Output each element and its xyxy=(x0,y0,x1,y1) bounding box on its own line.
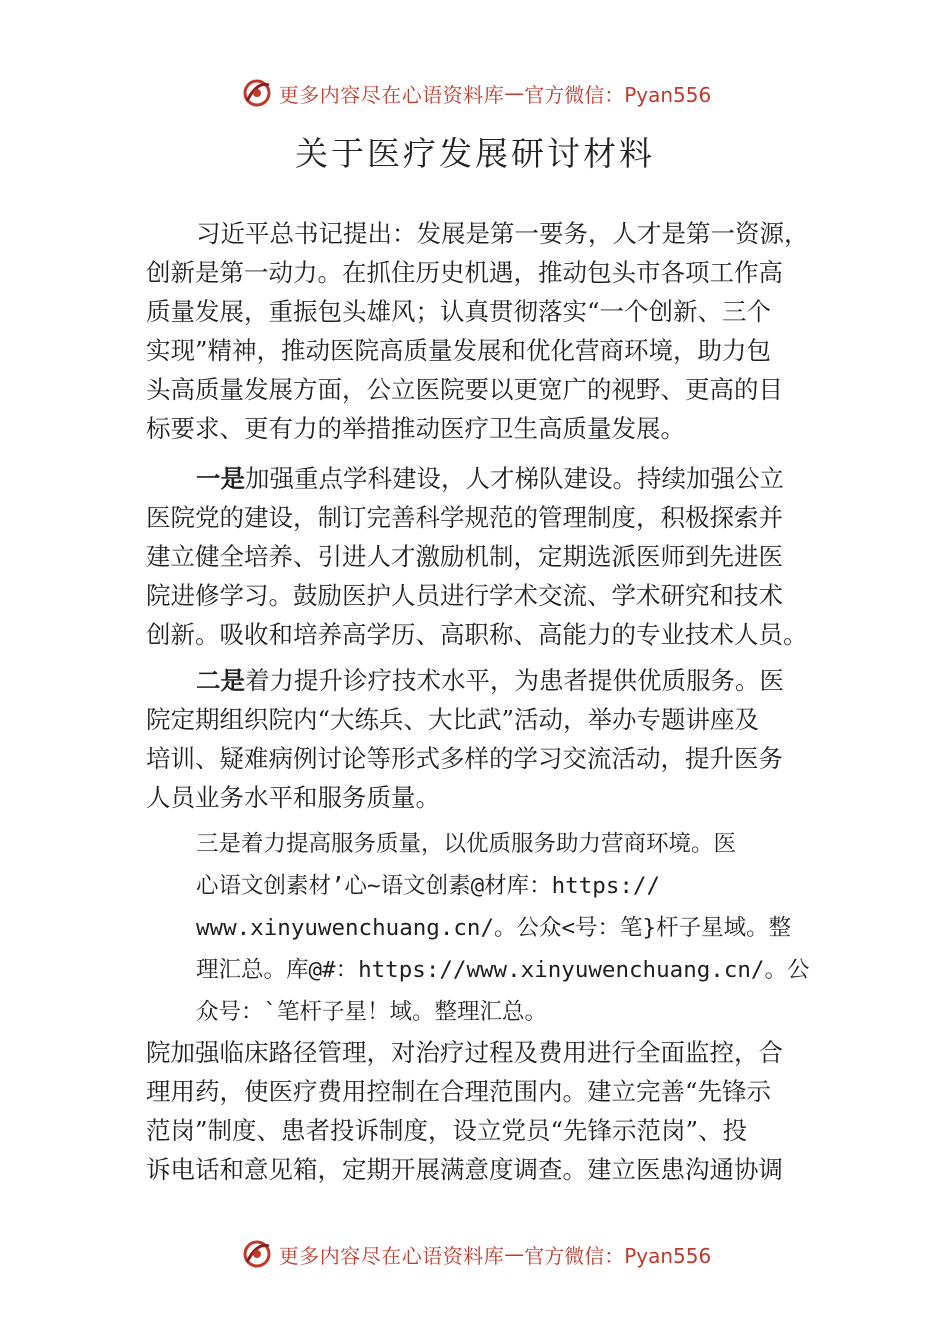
paragraph-line: 质量发展，重振包头雄风；认真贯彻落实“一个创新、三个 xyxy=(146,297,772,326)
paragraph-line: 院定期组织院内“大练兵、大比武”活动，举办专题讲座及 xyxy=(146,705,760,734)
header-banner xyxy=(0,73,950,113)
paragraph-line: 三是着力提高服务质量，以优质服务助力营商环境。医 xyxy=(196,831,737,857)
paragraph-line: 头高质量发展方面，公立医院要以更宽广的视野、更高的目 xyxy=(146,375,783,404)
paragraph-continuation xyxy=(146,1033,818,1189)
paragraph-line: 理汇总。库@#：https://www.xinyuwenchuang.cn/。公 xyxy=(196,957,810,983)
logo-icon xyxy=(239,75,275,111)
paragraph-line: 习近平总书记提出：发展是第一要务，人才是第一资源， xyxy=(196,219,809,248)
paragraph-line: 培训、疑难病例讨论等形式多样的学习交流活动，提升医务 xyxy=(146,744,783,773)
paragraph-line: 院加强临床路径管理，对治疗过程及费用进行全面监控，合 xyxy=(146,1038,783,1067)
paragraph-line: 标要求、更有力的举措推动医疗卫生高质量发展。 xyxy=(146,414,685,443)
paragraph-line: www.xinyuwenchuang.cn/。公众<号：笔}杆子星域。整 xyxy=(196,915,792,941)
paragraph-line: 医院党的建设，制订完善科学规范的管理制度，积极探索并 xyxy=(146,503,783,532)
banner-dash: — xyxy=(504,81,525,105)
paragraph-line: 实现”精神，推动医院高质量发展和优化营商环境，助力包 xyxy=(146,336,772,365)
banner-wechat: 官方微信：Pyan556 xyxy=(524,1243,712,1268)
paragraph-line: 理用药，使医疗费用控制在合理范围内。建立完善“先锋示 xyxy=(146,1077,772,1106)
paragraph-lead: 一是 xyxy=(196,464,245,493)
paragraph-line: 人员业务水平和服务质量。 xyxy=(146,783,440,812)
paragraph-line: 范岗”制度、患者投诉制度，设立党员“先锋示范岗”、投 xyxy=(146,1116,748,1145)
paragraph-line: 创新是第一动力。在抓住历史机遇，推动包头市各项工作高 xyxy=(146,258,783,287)
paragraph-line: 着力提升诊疗技术水平，为患者提供优质服务。医 xyxy=(245,666,784,695)
footer-banner xyxy=(0,1234,950,1274)
banner-text: 更多内容尽在心语资料库 xyxy=(278,1243,505,1268)
paragraph-line: 加强重点学科建设，人才梯队建设。持续加强公立 xyxy=(245,464,784,493)
paragraph-line: 创新。吸收和培养高学历、高职称、高能力的专业技术人员。 xyxy=(146,620,808,649)
document-title: 关于医疗发展研讨材料 xyxy=(295,134,655,173)
banner-wechat: 官方微信：Pyan556 xyxy=(524,82,712,107)
paragraph-line: 诉电话和意见箱，定期开展满意度调查。建立医患沟通协调 xyxy=(146,1155,783,1184)
banner-text: 更多内容尽在心语资料库 xyxy=(278,82,505,107)
paragraph-second-point xyxy=(146,661,818,817)
paragraph-lead: 二是 xyxy=(196,666,245,695)
banner-dash: — xyxy=(504,1242,525,1266)
paragraph-line: 建立健全培养、引进人才激励机制，定期选派医师到先进医 xyxy=(146,542,783,571)
paragraph-line: 院进修学习。鼓励医护人员进行学术交流、学术研究和技术 xyxy=(146,581,783,610)
paragraph-intro xyxy=(146,214,818,448)
logo-icon xyxy=(239,1236,275,1272)
paragraph-line: 心语文创素材’心~语文创素@材库：https:// xyxy=(196,873,661,899)
paragraph-line: 众号：`笔杆子星！域。整理汇总。 xyxy=(196,999,548,1025)
paragraph-third-point xyxy=(196,823,820,1033)
paragraph-first-point xyxy=(146,459,818,654)
